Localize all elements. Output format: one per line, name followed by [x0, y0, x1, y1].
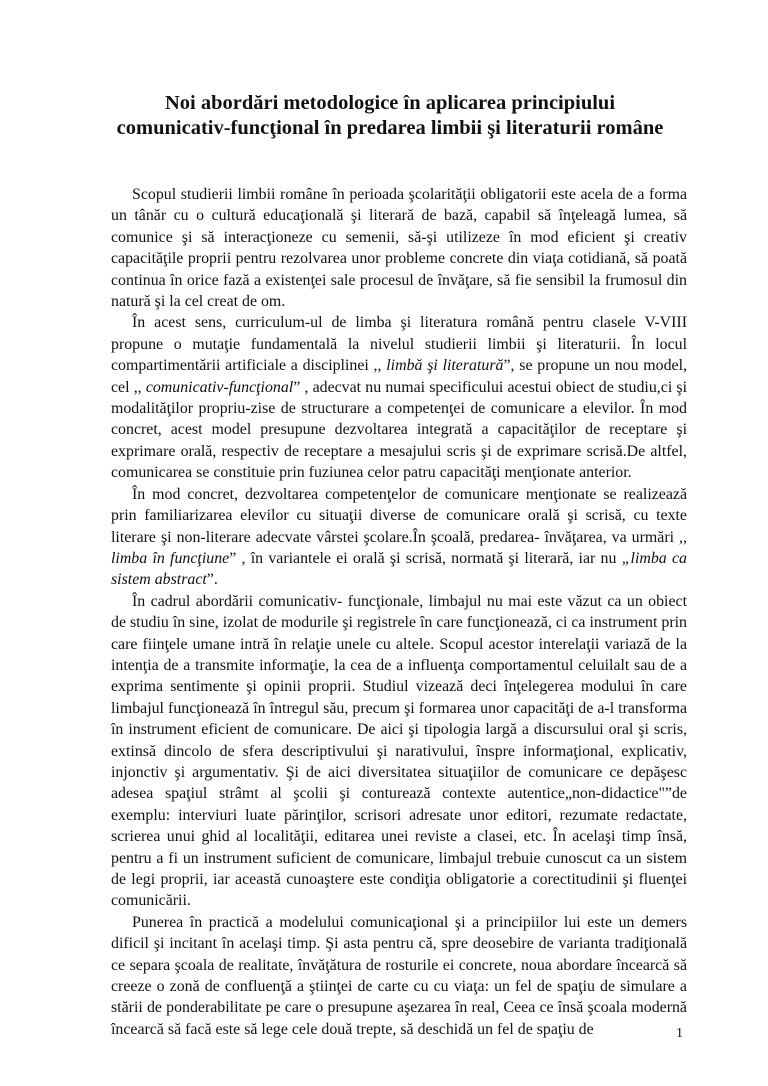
italic-phrase: limbă şi literatură: [386, 357, 504, 375]
title-line-2: comunicativ-funcţional în predarea limbii şi literaturii române: [116, 117, 664, 139]
text-run: În acest sens, curriculum-ul de limba şi literatura română pentru clasele V-VIII propune o mutaţie fundamentală la nivelul studierii limbii şi literaturii. În locul compartimentării artificiale a disciplinei ,,: [111, 314, 687, 375]
page-number: 1: [676, 1026, 683, 1041]
text-run: Scopul studierii limbii române în perioada şcolarităţii obligatorii este acela de a forma un tânăr cu o cultură educaţională şi literară de bază, capabil să înţeleagă lumea, să comunice şi să interacţioneze cu semenii, să-şi utilizeze în mod eficient şi creativ capacităţile proprii pentru rezolvarea unor probleme concrete din viaţa cotidiană, să poată continua în orice fază a existenţei sale procesul de învăţare, să fie sensibil la frumosul din natură şi la cel creat de om.: [111, 186, 687, 311]
title-line-1: Noi abordări metodologice în aplicarea principiului: [164, 92, 616, 114]
italic-phrase: ,, limba în funcţiune: [111, 528, 687, 567]
text-run: Punerea în practică a modelului comunicaţional şi a principiilor lui este un demers dificil şi incitant în acelaşi timp. Şi asta pentru că, spre deosebire de varianta tradiţională ce separa şcoala de realitate, învăţătura de rosturile ei concrete, noua abordare încearcă să creeze o zonă de confluenţă a ştiinţei de carte cu cu viaţa: un fel de spaţiu de simulare a stării de ponderabilitate pe care o presupune aşezarea în real, Ceea ce însă şcoala modernă încearcă să facă este să lege cele două trepte, să deschidă un fel de spaţiu de: [111, 913, 687, 1038]
italic-phrase: „limba ca sistem abstract: [111, 549, 687, 589]
paragraph: [111, 591, 687, 912]
paragraph: [111, 312, 687, 483]
text-run: ” , adecvat nu numai specificului acestui obiect de studiu,ci şi modalităţilor propriu-zise de structurare a competenţei de comunicare a elevilor. În mod concret, acest model presupune dezvoltarea integrată a capacităţilor de receptare şi exprimare orală, respectiv de receptare a mesajului scris şi de exprimare scrisă.De altfel, comunicarea se constituie prin fuziunea celor patru capacităţi menţionate anterior.: [111, 378, 688, 482]
document-title: [100, 91, 680, 141]
paragraph: [111, 484, 687, 591]
paragraph: [111, 184, 687, 312]
text-run: În mod concret, dezvoltarea competenţelor de comunicare menţionate se realizează prin familiarizarea elevilor cu situaţii diverse de comunicare orală şi scrisă, cu texte literare şi non-literare adecvate vârstei şcolare.În şcoală, predarea- învăţarea, va urmări: [111, 485, 687, 546]
document-body: [111, 184, 687, 1040]
text-run: ”.: [206, 571, 218, 589]
text-run: În cadrul abordării comunicativ- funcţionale, limbajul nu mai este văzut ca un obiect de studiu în sine, izolat de modurile şi registrele în care funcţionează, ci ca instrument prin care fiinţele umane intră în relaţie unele cu altele. Scopul acestor interelaţii variază de la intenţia de a transmite informaţie, la cea de a influenţa comportamentul celuilalt sau de a exprima sentimente şi opinii proprii. Studiul vizează deci înţelegerea modului în care limbajul funcţionează în întregul său, precum şi formarea unor capacităţi de a-l transforma în instrument eficient de comunicare. De aici şi tipologia largă a discursului oral şi scris, extinsă dincolo de sfera descriptivului şi narativului, înspre informaţional, explicativ, injonctiv şi argumentativ. Şi de aici diversitatea situaţiilor de comunicare ce depăşesc adesea spaţiul strâmt al şcolii şi conturează contexte autentice„non-didactice"”de exemplu: interviuri luate părinţilor, scrisori adresate unor editori, rezumate redactate, scrierea unui ghid al localităţii, editarea unei reviste a clasei, etc. În acelaşi timp însă, pentru a fi un instrument suficient de comunicare, limbajul trebuie cunoscut ca un sistem de legi proprii, iar această cunoaştere este condiţia obligatorie a corectitudinii şi fluenţei comunicării.: [111, 592, 687, 910]
text-run: ”, se propune un nou model, cel ,,: [111, 357, 687, 396]
paragraph: [111, 912, 687, 1040]
italic-phrase: comunicativ-funcţional: [145, 378, 294, 396]
text-run: ” , în variantele ei orală şi scrisă, normată şi literară, iar nu: [229, 549, 622, 567]
